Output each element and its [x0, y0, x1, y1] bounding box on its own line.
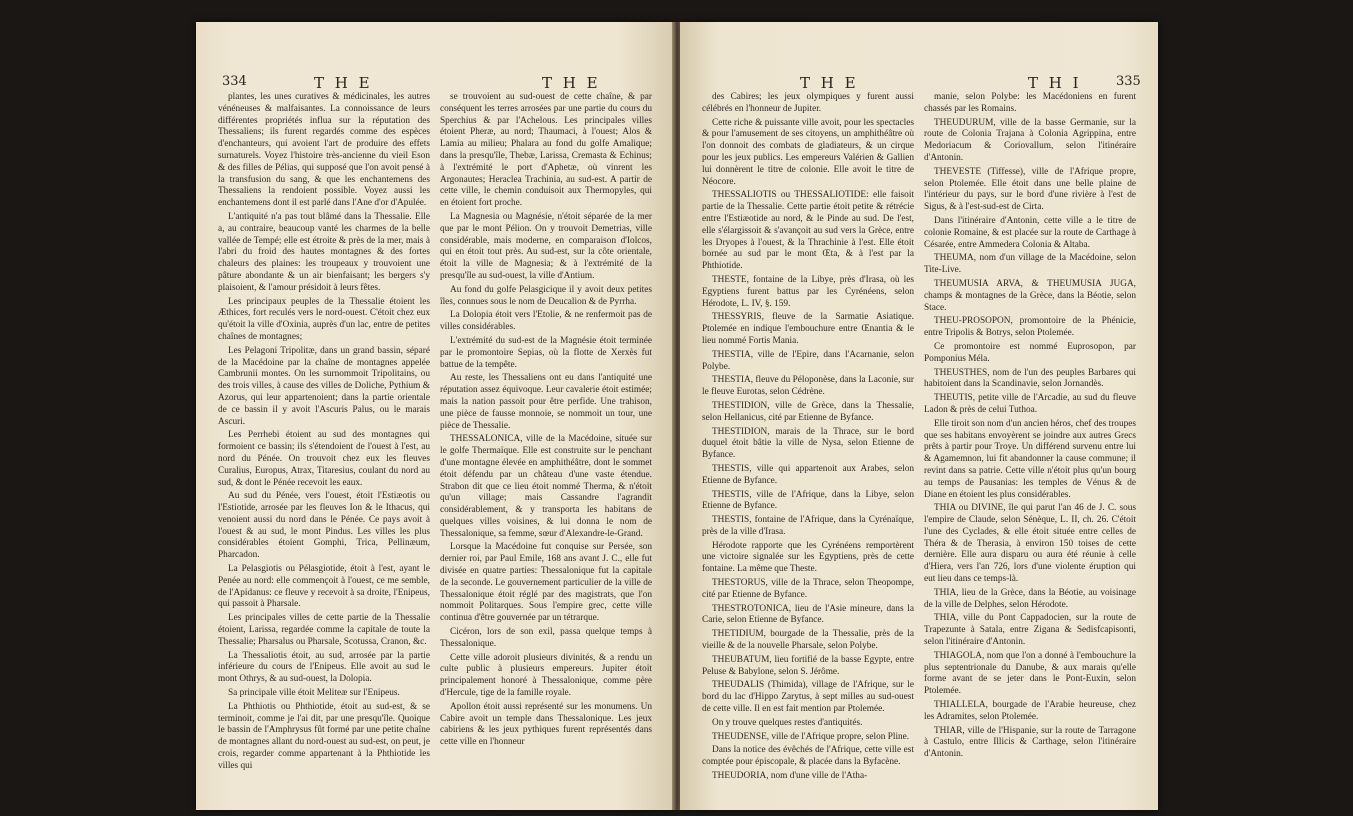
paragraph: THEVESTE (Tiffesse), ville de l'Afrique propre, selon Ptolemée. Elle étoit dans une belle plaine de l'intérieur du pays, sur le bord d'une rivière à l'est de Sigus, & à l'est-sud-est de Cirta. [924, 166, 1136, 213]
paragraph: THEUDENSE, ville de l'Afrique propre, selon Pline. [712, 731, 910, 742]
paragraph: THEUDORIA, nom d'une ville de l'Atha- [712, 771, 868, 782]
paragraph: Sa principale ville étoit Meliteæ sur l'Enipeus. [228, 688, 400, 699]
paragraph: Hérodote rapporte que les Cyrénéens remportèrent une victoire signalée sur les Egyptiens, près de cette fontaine. La même que Theste. [702, 540, 914, 575]
paragraph: L'extrémité du sud-est de la Magnésie étoit terminée par le promontoire Sepias, où la flotte de Xerxès fut battue de la tempête. [440, 335, 652, 370]
paragraph: Cette riche & puissante ville avoit, pour les spectacles & pour l'amusement de ses citoyens, un amphithéâtre où l'on donnoit des combats de gladiateurs, & un cirque pour les jeux publics. Les empereurs Valérien & Gallien lui donnèrent le titre de colonie. Elle avoit le titre de Néocore. [702, 117, 914, 187]
paragraph: Ce promontoire est nommé Euprosopon, par Pomponius Méla. [924, 341, 1136, 364]
paragraph: THESTIS, ville de l'Afrique, dans la Libye, selon Etienne de Byfance. [702, 489, 914, 512]
paragraph: THESTIA, ville de l'Epire, dans l'Acarnanie, selon Polybe. [702, 349, 914, 372]
paragraph: Les principales villes de cette partie de la Thessalie étoient, Larissa, regardée comme la capitale de toute la Thessalie; Pharsalus ou Pharsale, Scotussa, Cranon, &c. [218, 613, 430, 647]
paragraph: THIAGOLA, nom que l'on a donné à l'embouchure la plus septentrionale du Danube, & aux marais qu'elle forme avant de se jeter dans le Pont-Euxin, selon Ptolemée. [924, 650, 1136, 697]
paragraph: THIA, lieu de la Grèce, dans la Béotie, au voisinage de la ville de Delphes, selon Hérodote. [924, 587, 1136, 610]
paragraph: Dans la notice des évêchés de l'Afrique, cette ville est comptée pour épiscopale, & placée dans la Byfacène. [702, 745, 914, 768]
paragraph: Elle tiroit son nom d'un ancien héros, chef des troupes que ses habitans envoyèrent se joindre aux autres Grecs prêts à partir pour Troye. Un différend survenu entre lui & Agamemnon, lui fit abandonner la cause commune; il revint dans sa patrie. Cette ville n'étoit plus qu'un bourg au temps de Pausanias: les temples de Vénus & de Diane en étoient les plus considérables. [924, 418, 1136, 500]
paragraph: THESTIS, fontaine de l'Afrique, dans la Cyrénaïque, près de la ville d'Irasa. [702, 515, 914, 537]
paragraph: On y trouve quelques restes d'antiquités. [712, 717, 863, 728]
paragraph: Les principaux peuples de la Thessalie étoient les Æthices, fort reculés vers le nord-ouest. C'étoit chez eux qu'étoit la ville d'Oxinia, auprès d'un lac, entre de petites chaînes de montagnes; [218, 296, 430, 342]
right-page [680, 22, 1158, 810]
paragraph: THESTIS, ville qui appartenoit aux Arabes, selon Etienne de Byfance. [702, 463, 914, 486]
paragraph: THESTE, fontaine de la Libye, près d'Irasa, où les Egyptiens furent battus par les Cyrénéens, selon Hérodote, L. IV, §. 159. [702, 274, 914, 309]
paragraph: THEUDURUM, ville de la basse Germanie, sur la route de Colonia Trajana à Colonia Agrippina, entre Medoriacum & Coriovallum, selon l'itinéraire d'Antonin. [924, 117, 1136, 163]
paragraph: manie, selon Polybe: les Macédoniens en furent chassés par les Romains. [924, 92, 1136, 114]
left-page-number: 334 [222, 74, 247, 89]
paragraph: THESSALONICA, ville de la Macédoine, située sur le golfe Thermaïque. Elle est construite sur le penchant d'une montagne élevée en amphithéâtre, dont le sommet étoit défendu par un château d'une vaste étendue. Strabon dit que ce lieu étoit nommé Therma, & n'étoit qu'un village; mais Cassandre l'agrandit considérablement, & y transporta les habitans de quelques villes voisines, & lui donna le nom de Thessalonique, sa femme, sœur d'Alexandre-le-Grand. [440, 434, 652, 539]
left-running-head-left: T H E [314, 74, 373, 92]
paragraph: THEUDALIS (Thimida), village de l'Afrique, sur le bord du lac d'Hippo Zarytus, à sept milles au sud-ouest de cette ville. Il en est fait mention par Ptolemée. [702, 680, 914, 715]
paragraph: La Pelasgiotis ou Pélasgiotide, étoit à l'est, ayant le Penée au nord: elle commençoit à l'ouest, ce me semble, de l'Apidanus: ce fleuve y recevoit à sa droite, l'Enipeus, qui passoit à Pharsale. [218, 564, 430, 610]
right-column-1 [702, 92, 914, 785]
paragraph: THETIDIUM, bourgade de la Thessalie, près de la vieille & de la nouvelle Pharsale, selon Polybe. [702, 629, 914, 652]
paragraph: THIAR, ville de l'Hispanie, sur la route de Tarragone à Castulo, entre Illicis & Carthage, selon l'itinéraire d'Antonin. [924, 725, 1136, 760]
paragraph: Dans l'itinéraire d'Antonin, cette ville a le titre de colonie Romaine, & est placée sur la route de Carthage à Césarée, entre Ammedera Colonia & Altaba. [924, 215, 1136, 250]
paragraph: Au sud du Pénée, vers l'ouest, étoit l'Estiæotis ou l'Estiotide, arrosée par les fleuves Ion & le Ithacus, qui venoient aussi du nord dans le Pénée. Ce pays avoit à l'ouest & au sud, le mont Pindus. Les villes les plus considérables étoient Gomphi, Trica, Pellinæum, Pharcadon. [218, 491, 430, 561]
paragraph: THEUBATUM, lieu fortifié de la basse Egypte, entre Peluse & Babylone, selon S. Jérôme. [702, 654, 914, 677]
paragraph: THIA ou DIVINE, île qui parut l'an 46 de J. C. sous l'empire de Claude, selon Sénèque, L. II, ch. 26. C'étoit l'une des Cyclades, & elle étoit située entre celles de Théra & de Therasia, à environ 150 toises de cette dernière. Elle aura disparu ou aura été réunie à celle d'Hiera, vers l'an 726, lors d'une violente éruption qui eut lieu dans ce temps-là. [924, 503, 1136, 585]
paragraph: Au reste, les Thessaliens ont eu dans l'antiquité une réputation assez équivoque. Leur cavalerie étoit estimée; mais la nation passoit pour être perfide. Une trahison, une pièce de fausse monnoie, se nommoit un tour, une pièce de Thessalie. [440, 373, 652, 431]
paragraph: THEUMUSIA ARVA, & THEUMUSIA JUGA, champs & montagnes de la Grèce, dans la Béotie, selon Stace. [924, 278, 1136, 313]
paragraph: Apollon étoit aussi représenté sur les monumens. Un Cabire avoit un temple dans Thessalonique. Les jeux cabiriens & les jeux pythiques furent représentés dans cette ville en l'honneur [440, 701, 652, 748]
paragraph: THEUMA, nom d'un village de la Macédoine, selon Tite-Live. [924, 253, 1136, 276]
paragraph: Cicéron, lors de son exil, passa quelque temps à Thessalonique. [440, 627, 652, 649]
right-running-head-left: T H E [800, 74, 859, 92]
paragraph: La Thessaliotis étoit, au sud, arrosée par la partie inférieure du cours de l'Enipeus. Elle avoit au sud le mont Othrys, & au sud-ouest, la Dolopia. [218, 650, 430, 685]
left-column-2 [440, 92, 652, 751]
paragraph: La Phthiotis ou Phthiotide, étoit au sud-est, & se terminoit, comme je l'ai dit, par une presqu'île. Quoique le bassin de l'Amphrysus fût formé par une petite chaîne de montagnes allant du nord-ouest au sud-est, on peut, je crois, regarder comme appartenant à la Phthiotide les villes qui [218, 701, 430, 771]
paragraph: Cette ville adoroit plusieurs divinités, & a rendu un culte public à plusieurs empereurs. Jupiter étoit principalement honoré à Thessalonique, comme père d'Hercule, tige de la famille royale. [440, 652, 652, 699]
paragraph: THESSALIOTIS ou THESSALIOTIDE: elle faisoit partie de la Thessalie. Cette partie étoit petite & rétrécie entre l'Estiæotide au nord, & le Pinde au sud. De l'est, elle s'élargissoit & s'avançoit au sud vers la Grèce, entre les Dryopes à l'ouest, & la Thrachinie à l'est. Elle étoit bornée au sud par le mont Œta, & à l'est par la Phthiotide. [702, 190, 914, 272]
right-running-head-right: T H I [1028, 74, 1082, 92]
paragraph: La Dolopia étoit vers l'Etolie, & ne renfermoit pas de villes considérables. [440, 310, 652, 333]
paragraph: THEUTIS, petite ville de l'Arcadie, au sud du fleuve Ladon & près de celui Tuthoa. [924, 393, 1136, 415]
paragraph: THEU-PROSOPON, promontoire de la Phénicie, entre Tripolis & Botrys, selon Ptolemée. [924, 316, 1136, 339]
paragraph: THEUSTHES, nom de l'un des peuples Barbares qui habitoient dans la Scandinavie, selon Jornandès. [924, 367, 1136, 390]
paragraph: THESTORUS, ville de la Thrace, selon Theopompe, cité par Etienne de Byfance. [702, 578, 914, 600]
left-column-1 [218, 92, 430, 775]
paragraph: THESTIA, fleuve du Péloponèse, dans la Laconie, sur le fleuve Eurotas, selon Cédrène. [702, 375, 914, 398]
paragraph: THIA, ville du Pont Cappadocien, sur la route de Trapezunte à Satala, entre Zigana & Sedisfcapisonti, selon l'itinéraire d'Antonin. [924, 613, 1136, 648]
paragraph: Les Pelagoni Tripolitæ, dans un grand bassin, séparé de la Macédoine par la chaîne de montagnes appelée Cambrunii montes. On les surnommoit Tripolitains, ou des trois villes, à cause des villes de Doliche, Pythium & Azorus, qui leur appartenoient; dans la partie orientale de ce bassin il y avoit l'Ascuris Palus, ou le marais Ascuri. [218, 345, 430, 427]
right-column-2 [924, 92, 1136, 763]
paragraph: Au fond du golfe Pelasgicique il y avoit deux petites îles, connues sous le nom de Deucalion & de Pyrrha. [440, 284, 652, 307]
paragraph: THESTIDION, marais de la Thrace, sur le bord duquel étoit bâtie la ville de Nysa, selon Etienne de Byfance. [702, 426, 914, 461]
paragraph: THIALLELA, bourgade de l'Arabie heureuse, chez les Adramites, selon Ptolemée. [924, 700, 1136, 722]
paragraph: L'antiquité n'a pas tout blâmé dans la Thessalie. Elle a, au contraire, beaucoup vanté les charmes de la belle vallée de Tempé; elle est étroite & près de la mer, mais à l'abri du froid des hautes montagnes & des fortes chaleurs des plaines: les troupeaux y trouvoient une pâture abondante & un air bienfaisant; les bergers s'y plaisoient, & l'amour présidoit à leurs fêtes. [218, 211, 430, 293]
paragraph: Lorsque la Macédoine fut conquise sur Persée, son dernier roi, par Paul Emile, 168 ans avant J. C., elle fut divisée en quatre parties: Thessalonique fut la capitale de la seconde. Le gouvernement particulier de la ville de Thessalonique étoit réglé par des magistrats, que l'on nommoit Politarques. Sous l'empire grec, cette ville continua d'être gouvernée par un tétrarque. [440, 542, 652, 624]
paragraph: Les Perrhebi étoient au sud des montagnes qui formoient ce bassin; ils s'étendoient de l'ouest à l'est, au nord du Pénée. On trouvoit chez eux les fleuves Curalius, Europus, Atrax, Titaresius, coulant du nord au sud, & dont le Pénée recevoit les eaux. [218, 430, 430, 488]
paragraph: La Magnesia ou Magnésie, n'étoit séparée de la mer que par le mont Pélion. On y trouvoit Demetrias, ville considérable, mais moderne, en comparaison d'Iolcos, qui en étoit tout près. Au sud-est, sur la côte orientale, étoit la ville de Magnesia; & à l'extrémité de la presqu'île au sud-ouest, la ville d'Antium. [440, 211, 652, 281]
right-page-number: 335 [1116, 74, 1141, 89]
paragraph: THESSYRIS, fleuve de la Sarmatie Asiatique. Ptolemée en indique l'embouchure entre Œnantia & le lieu nommé Fortis Mania. [702, 312, 914, 346]
paragraph: des Cabires; les jeux olympiques y furent aussi célébrés en l'honneur de Jupiter. [702, 92, 914, 114]
paragraph: plantes, les unes curatives & médicinales, les autres vénéneuses & malfaisantes. La connoissance de leurs différentes propriétés influa sur la réputation des Thessaliens; ils furent regardés comme des espèces d'enchanteurs, qui avoient l'art de produire des effets surnaturels. Voyez l'histoire très-ancienne du vieil Eson & des filles de Pélias, qui supposé que l'on avoit pensé à la transfusion du sang, & que les enchantemens des Thessaliens la rendoient possible. Voyez aussi les enchantemens dont il est parlé dans l'Ane d'or d'Apulée. [218, 92, 430, 209]
left-page [196, 22, 674, 810]
paragraph: se trouvoient au sud-ouest de cette chaîne, & par conséquent les terres arrosées par une partie du cours du Sperchius & par l'Achelous. Les principales villes étoient Pheræ, au nord; Thaumaci, à l'ouest; Alos & Lamia au milieu; Phalara au fond du golfe Amalique; dans la presqu'île, Thebæ, Larissa, Cremasta & Echinus; à l'extrémité le port d'Aphetæ, où vinrent les Argonautes; Heraclea Trachinia, au sud-est. A partir de cette ville, le chemin conduisoit aux Thermopyles, qui en étoient fort proche. [440, 92, 652, 209]
left-running-head-right: T H E [542, 74, 601, 92]
paragraph: THESTROTONICA, lieu de l'Asie mineure, dans la Carie, selon Etienne de Byfance. [702, 603, 914, 626]
paragraph: THESTIDION, ville de Grèce, dans la Thessalie, selon Hellanicus, cité par Etienne de Byfance. [702, 400, 914, 423]
